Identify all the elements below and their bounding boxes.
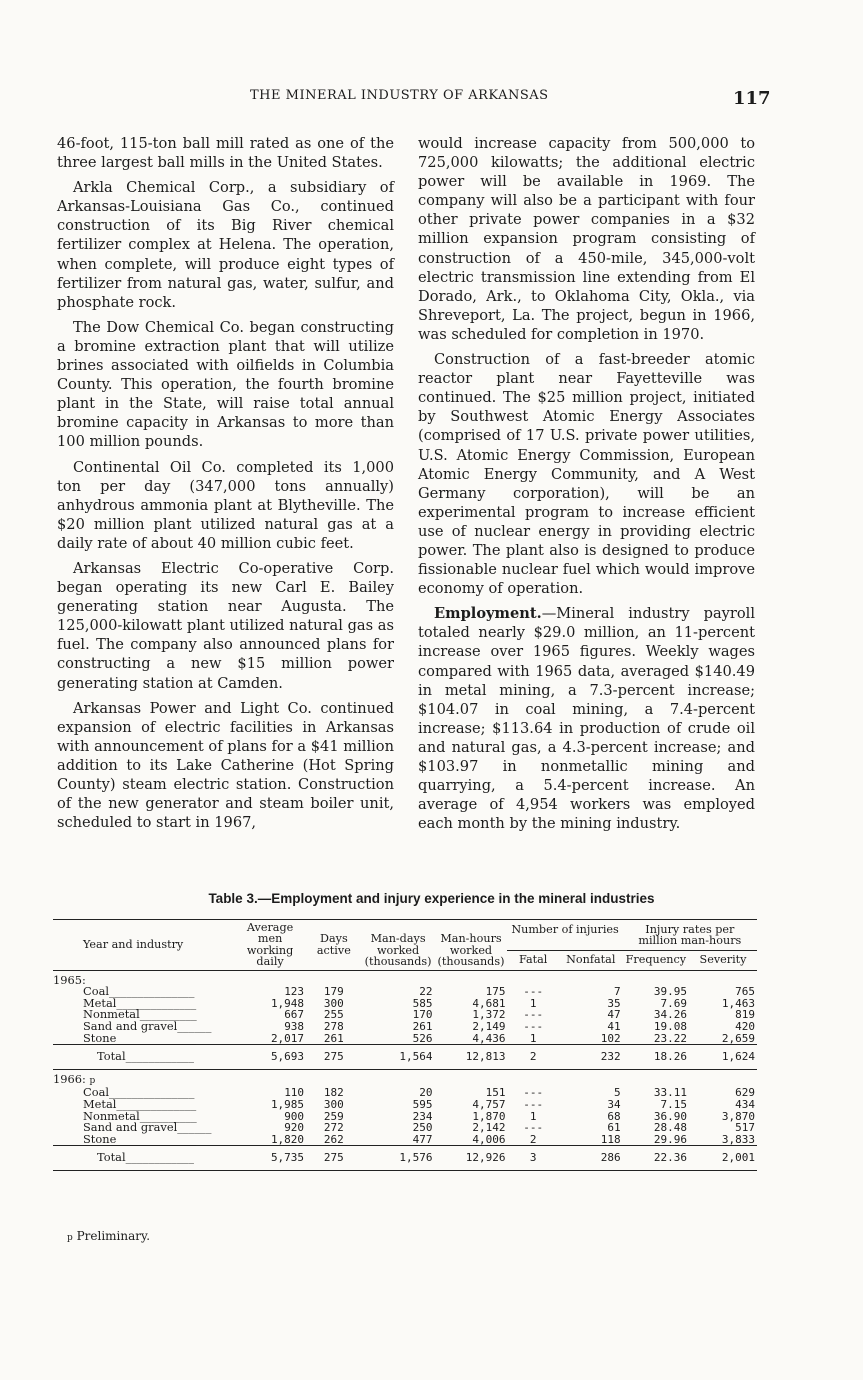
leader-dots: ______	[177, 1120, 212, 1135]
header-fatal: Fatal	[507, 951, 558, 970]
cell-days: 278	[323, 1020, 344, 1033]
cell-frequency: 34.26	[653, 1008, 688, 1022]
cell-fatal: 1	[529, 1031, 537, 1045]
cell-man-hours: 12,813	[435, 1045, 508, 1070]
cell-severity: 3,870	[721, 1109, 755, 1123]
header-injuries-group: Number of injuries	[507, 920, 622, 951]
cell-nonfatal: 5	[614, 1086, 621, 1100]
cell-nonfatal: 286	[559, 1146, 623, 1171]
paragraph: would increase capacity from 500,000 to 725,000 kilowatts; the additional electric power will be available in 1969. The company will also be a participant with four other private power companies in a $32 million expansion program consisting of construction of a 450-mile, 345,000-volt electric transmission line extending from El Dorado, Ark., to Oklahoma City, Okla., via Shreveport, La. The project, begun in 1966, was scheduled for completion in 1970.	[418, 135, 755, 343]
leader-dots: ______________	[116, 1096, 197, 1111]
cell-fatal: ---	[523, 1008, 544, 1022]
leader-dots: ______________	[116, 1030, 197, 1045]
industry-name: Stone	[83, 1030, 117, 1045]
cell-fatal: 2	[529, 1132, 537, 1146]
cell-men: 5,735	[234, 1146, 306, 1171]
cell-severity: 629	[735, 1086, 755, 1100]
cell-fatal: ---	[523, 1086, 544, 1100]
cell-nonfatal: 118	[600, 1132, 621, 1146]
employment-paragraph	[418, 604, 755, 833]
header-days-active: Days active	[306, 920, 362, 971]
cell-man-days: 22	[419, 985, 433, 999]
cell-frequency: 22.36	[623, 1146, 689, 1171]
leader-dots: ____________	[125, 1150, 194, 1165]
cell-days: 275	[306, 1146, 362, 1171]
employment-text: —Mineral industry payroll totaled nearly $29.0 million, an 11-percent increase over 1965 figures. Weekly wages compared with 1965 data, averaged $140.49 in metal mining, a 7.3-percent increase; $104.07 in coal mining, a 7.4-percent increase; $113.64 in production of crude oil and natural gas, a 4.3-percent increase; and $103.97 in nonmetallic mining and quarrying, a 5.4-percent increase. An average of 4,954 workers was employed each month by the mining industry.	[418, 605, 755, 833]
cell-man-days: 1,576	[362, 1146, 435, 1171]
leader-dots: ______________	[116, 1131, 197, 1146]
cell-man-hours: 4,757	[472, 1097, 506, 1111]
cell-nonfatal: 34	[607, 1097, 621, 1111]
leader-dots: __________	[139, 1108, 197, 1123]
cell-frequency: 39.95	[653, 985, 688, 999]
cell-days: 255	[323, 1008, 344, 1022]
cell-men: 110	[284, 1086, 305, 1100]
cell-days: 262	[323, 1132, 344, 1146]
cell-nonfatal: 232	[559, 1045, 623, 1070]
cell-fatal: 2	[507, 1045, 558, 1070]
cell-nonfatal: 68	[607, 1109, 621, 1123]
cell-man-days: 170	[412, 1008, 433, 1022]
left-column	[57, 134, 394, 838]
cell-days: 300	[323, 1097, 344, 1111]
cell-men: 1,948	[270, 996, 305, 1010]
cell-man-hours: 1,870	[472, 1109, 506, 1123]
cell-men: 1,820	[270, 1132, 305, 1146]
table-row	[53, 1134, 757, 1146]
cell-man-hours: 175	[485, 985, 506, 999]
cell-nonfatal: 35	[607, 996, 621, 1010]
paragraph: Construction of a fast-breeder atomic reactor plant near Fayetteville was continued. The $25 million project, initiated by Southwest Atomic Energy Associates (comprised of 17 U.S. private power utilities, U.S. Atomic Energy Commission, European Atomic Energy Community, and A West Germany corporation), will be an experimental program to increase efficient use of nuclear energy in providing electric power. The plant also is designed to produce fissionable nuclear fuel which would improve economy of operation.	[418, 351, 755, 598]
cell-man-days: 585	[412, 996, 433, 1010]
year-text: 1966:	[53, 1071, 86, 1086]
cell-man-hours: 4,681	[472, 996, 506, 1010]
cell-frequency: 7.69	[660, 996, 688, 1010]
cell-severity: 434	[735, 1097, 755, 1111]
header-rates-group: Injury rates per million man-hours	[623, 920, 757, 951]
footnote-text: Preliminary.	[76, 1229, 151, 1243]
cell-fatal: ---	[523, 1097, 544, 1111]
cell-frequency: 23.22	[653, 1031, 688, 1045]
table-title: Table 3.—Employment and injury experience in the mineral industries	[208, 891, 655, 906]
cell-severity: 3,833	[721, 1132, 755, 1146]
cell-days: 259	[323, 1109, 344, 1123]
cell-man-days: 20	[419, 1086, 433, 1100]
leader-dots: _______________	[109, 984, 195, 999]
cell-men: 5,693	[234, 1045, 306, 1070]
leader-dots: ____________	[125, 1049, 194, 1064]
header-man-days: Man-days worked (thousands)	[362, 920, 435, 971]
preliminary-mark: p	[89, 1075, 96, 1086]
cell-men: 123	[284, 985, 305, 999]
cell-fatal: ---	[523, 1020, 544, 1033]
total-label: Total	[97, 1049, 126, 1064]
cell-nonfatal: 7	[614, 985, 621, 999]
cell-nonfatal: 61	[607, 1121, 621, 1135]
cell-nonfatal: 41	[607, 1020, 621, 1033]
page-number: 117	[733, 88, 771, 109]
cell-days: 275	[306, 1045, 362, 1070]
industry-name: Nonmetal	[83, 1007, 140, 1022]
cell-man-hours: 2,142	[472, 1121, 506, 1135]
cell-man-days: 261	[412, 1020, 433, 1033]
industry-name: Sand and gravel	[83, 1019, 178, 1033]
leader-dots: ______	[177, 1019, 212, 1033]
paragraph: Continental Oil Co. completed its 1,000 ton per day (347,000 tons annually) anhydrous ammonia plant at Blytheville. The $20 million plant utilized natural gas at a daily rate of about 40 million cubic feet.	[57, 458, 394, 552]
table-total-row	[53, 1045, 757, 1070]
paragraph: Arkansas Power and Light Co. continued expansion of electric facilities in Arkansas with announcement of plans for a $41 million addition to its Lake Catherine (Hot Spring County) steam electric station. Construction of the new generator and steam boiler unit, scheduled to start in 1967,	[57, 699, 394, 832]
cell-man-days: 595	[412, 1097, 433, 1111]
table-total-row	[53, 1146, 757, 1171]
industry-name: Nonmetal	[83, 1108, 140, 1123]
cell-man-days: 526	[412, 1031, 433, 1045]
cell-men: 920	[284, 1121, 305, 1135]
header-nonfatal: Nonfatal	[559, 951, 623, 970]
employment-heading: Employment.	[434, 605, 542, 623]
cell-men: 938	[284, 1020, 305, 1033]
cell-frequency: 28.48	[653, 1121, 688, 1135]
cell-frequency: 33.11	[653, 1086, 688, 1100]
right-column	[418, 134, 755, 839]
paragraph: Arkla Chemical Corp., a subsidiary of Arkansas-Louisiana Gas Co., continued construction of its Big River chemical fertilizer complex at Helena. The operation, when complete, will produce eight types of fertilizer from natural gas, water, sulfur, and phosphate rock.	[57, 179, 394, 311]
cell-men: 667	[284, 1008, 305, 1022]
leader-dots: __________	[139, 1007, 197, 1022]
industry-name: Coal	[83, 984, 110, 999]
cell-men: 1,985	[270, 1097, 305, 1111]
industry-name: Stone	[83, 1131, 117, 1146]
cell-fatal: 1	[529, 996, 537, 1010]
running-title: THE MINERAL INDUSTRY OF ARKANSAS	[250, 88, 549, 103]
paragraph: Arkansas Electric Co-operative Corp. began operating its new Carl E. Bailey generating station near Augusta. The 125,000-kilowatt plant utilized natural gas as fuel. The company also announced plans for constructing a new $15 million power generating station at Camden.	[57, 559, 394, 692]
header-severity: Severity	[689, 951, 757, 970]
year-label-1965: 1965:	[53, 972, 86, 987]
cell-men: 900	[284, 1109, 305, 1123]
cell-severity: 1,624	[689, 1045, 757, 1070]
paragraph: 46-foot, 115-ton ball mill rated as one of the three largest ball mills in the United States.	[57, 135, 394, 172]
header-avg-men: Average men working daily	[234, 920, 306, 971]
cell-severity: 1,463	[721, 996, 755, 1010]
cell-frequency: 36.90	[653, 1109, 688, 1123]
cell-man-hours: 12,926	[435, 1146, 508, 1171]
cell-man-hours: 4,006	[472, 1132, 506, 1146]
cell-man-days: 1,564	[362, 1045, 435, 1070]
cell-severity: 819	[735, 1008, 755, 1022]
cell-days: 300	[323, 996, 344, 1010]
cell-man-hours: 4,436	[472, 1031, 506, 1045]
cell-man-hours: 2,149	[472, 1020, 506, 1033]
industry-name: Coal	[83, 1085, 110, 1100]
leader-dots: _______________	[109, 1085, 195, 1100]
cell-days: 182	[323, 1086, 344, 1100]
cell-frequency: 19.08	[653, 1020, 688, 1033]
header-year-industry: Year and industry	[53, 920, 234, 971]
cell-days: 261	[323, 1031, 344, 1045]
cell-men: 2,017	[270, 1031, 305, 1045]
header-man-hours: Man-hours worked (thousands)	[435, 920, 508, 971]
table-row	[53, 1033, 757, 1045]
cell-man-hours: 1,372	[472, 1008, 506, 1022]
cell-severity: 420	[735, 1020, 755, 1033]
industry-name: Sand and gravel	[83, 1120, 178, 1135]
cell-man-days: 477	[412, 1132, 433, 1146]
header-frequency: Frequency	[623, 951, 689, 970]
paragraph: The Dow Chemical Co. began constructing a bromine extraction plant that will utilize brines associated with oilfields in Columbia County. This operation, the fourth bromine plant in the State, will raise total annual bromine capacity in Arkansas to more than 100 million pounds.	[57, 318, 394, 451]
cell-frequency: 18.26	[623, 1045, 689, 1070]
cell-man-days: 250	[412, 1121, 433, 1135]
cell-severity: 2,659	[721, 1031, 755, 1045]
cell-fatal: 1	[529, 1109, 537, 1123]
cell-days: 179	[323, 985, 344, 999]
employment-table	[53, 919, 757, 1171]
cell-days: 272	[323, 1121, 344, 1135]
cell-severity: 517	[735, 1121, 755, 1135]
cell-frequency: 7.15	[660, 1097, 688, 1111]
table-footnote	[67, 1229, 150, 1243]
footnote-mark: p	[67, 1233, 73, 1243]
cell-severity: 765	[735, 985, 755, 999]
cell-frequency: 29.96	[653, 1132, 688, 1146]
cell-severity: 2,001	[689, 1146, 757, 1171]
leader-dots: ______________	[116, 995, 197, 1010]
cell-nonfatal: 102	[600, 1031, 621, 1045]
cell-man-hours: 151	[485, 1086, 506, 1100]
cell-fatal: 3	[507, 1146, 558, 1171]
cell-fatal: ---	[523, 1121, 544, 1135]
cell-man-days: 234	[412, 1109, 433, 1123]
total-label: Total	[97, 1150, 126, 1165]
industry-name: Metal	[83, 995, 117, 1010]
cell-nonfatal: 47	[607, 1008, 621, 1022]
industry-name: Metal	[83, 1096, 117, 1111]
cell-fatal: ---	[523, 985, 544, 999]
